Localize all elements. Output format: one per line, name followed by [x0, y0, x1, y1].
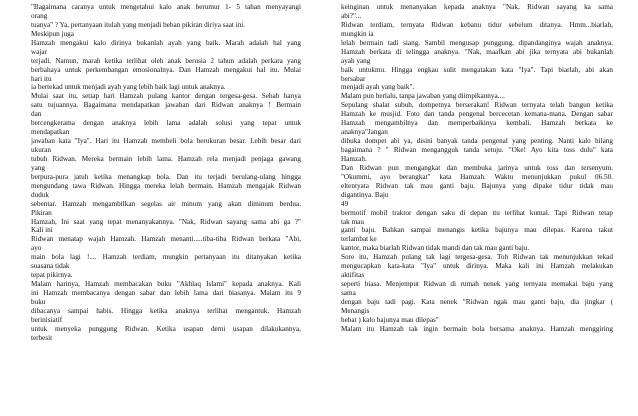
text-line: sebentar. Hamzah mengambilkan segelas air minum yang akan diminum berdua.	[31, 199, 301, 208]
text-line: Meskipun juga	[31, 29, 74, 38]
text-line: Pikiran	[31, 208, 52, 217]
text-line: dibuka dompet abi ya, disini banyak tanda pengenal yang penting. Nanti kalo hilang	[341, 137, 613, 146]
text-line: Menangis	[341, 306, 370, 315]
text-line: berinisiatif	[31, 315, 63, 324]
right-text-column	[341, 3, 613, 334]
text-line: keinginan untuk menanyakan kepada anaknya "Nak, Ridwan sayang ka sama	[341, 3, 613, 11]
text-line: digantinya. Baju	[341, 190, 389, 199]
text-line: mengundang tawa Ridwan. Hingga mereka lelah bermain. Hamzah mengajak Ridwan	[31, 181, 301, 190]
text-line: untuk menyeka punggung Ridwan. Ketika usapan demi usapan dilakukannya,	[31, 324, 301, 333]
text-line: terlambat ke	[341, 235, 377, 244]
text-line: abi?"...	[341, 11, 362, 20]
text-line: bersabar	[341, 74, 366, 83]
left-text-column	[31, 3, 301, 343]
text-line: terjadi. Namun, marah ketika terlihat oleh anak berusia 2 tahun adalah perkara yang	[31, 56, 301, 65]
text-line: mengucapkan kata-kata "Iya" untuk dirinya. Maka kali ini Hamzah melakukan	[341, 262, 613, 271]
text-line: ukuran	[31, 146, 51, 154]
text-line: tepat pikirnya.	[31, 271, 73, 280]
text-line: seperti biasa. Menjemput Ridwan di rumah nenek yang ternyata memakai baju yang	[341, 280, 613, 289]
text-line: Kali ini	[31, 226, 53, 235]
text-line: 49	[341, 199, 349, 208]
text-line: bercengkerama dengan anaknya lebih lama adalah solusi yang tepat untuk	[31, 119, 301, 128]
text-line: orang	[31, 11, 48, 20]
text-line: buku	[31, 297, 46, 306]
text-line: "Bagaimana caranya untuk mengetahui kalo anak berumur 1- 5 tahan menyayangi	[31, 3, 301, 11]
text-line: ini Hamzah membacanya dengan sabar dan lebih lama dari biasanya. Malam itu 9	[31, 289, 301, 297]
text-line: mungkin ia	[341, 29, 374, 38]
text-line: tubuh Ridwan. Mereka bermain lebih lama. Hamzah rela menjadi penjaga gawang	[31, 154, 301, 163]
text-line: yang	[31, 163, 45, 172]
text-line: Ridwan terdiam, ternyata Ridwan kebanu tidur sebelum ditanya. Hmm...biarlah,	[341, 20, 613, 29]
text-line: tuanya" ? Ya, pertanyaan itulah yang menjadi beban pikiran diriya saat ini.	[31, 20, 246, 29]
text-line: Hamzah ke musjid. Foto dan tanda pengenal bercecetan kemana-mana. Dengan sabar	[341, 110, 613, 119]
text-line: ganti baju. Bahkan sampai menangis ketika bajunya mau dilepas. Karena takut	[341, 226, 613, 235]
text-line: Mulai saat itu, setiap hari Hamzah pulang kantor dengan tergesa-gesa. Sebab hanya	[31, 92, 301, 101]
text-line: jawaban kata "Iya". Hari itu Hamzah membeli bola berukuran besar. Lebih besar dari	[31, 137, 301, 146]
text-line: sama	[341, 289, 356, 297]
text-line: lelah bermain tadi siang. Sambil mengusap punggung, dipandanginya wajah anaknya.	[341, 38, 613, 47]
text-line: suasana tidak	[31, 262, 70, 271]
text-line: Hamzah mengambilnya dan memperbaikinya kembali. Hamzah berkata ke	[341, 119, 613, 128]
text-line: dan	[31, 110, 42, 119]
text-line: mendapatkan	[31, 128, 70, 137]
text-line: berpura-pura jatuh ketika menangkap bola. Dan itu terjadi berulang-ulang hingga	[31, 172, 301, 181]
text-line: Hamzah.	[341, 154, 367, 163]
text-line: Ridwan menatap wajah Hamzah. Hamzah menanti.....tiba-tiba Ridwan berkata "Abi,	[31, 235, 301, 244]
text-line: hebat ) kalo bajunya mau dilepas"	[341, 315, 439, 324]
text-line: baik untukmu. Hingga engkau sulit mengatakan kata "Iya". Tapi biarlah, abi akan	[341, 65, 613, 74]
text-line: Hamzah berkata di telingga anaknya. "Nak, maafkan abi jika ternyata abi bukanlah	[341, 47, 613, 56]
text-line: Hamzah, Ini saat yang tepat menanyakannya. "Nak, Ridwan sayang sama abi ga ?"	[31, 217, 301, 226]
text-line: ayah yang	[341, 56, 371, 65]
text-line: wajar	[31, 47, 47, 56]
text-line: main bola lagi !.... Hamzah terdiam, mungkin pertanyaan itu ditanyakan ketika	[31, 253, 301, 262]
text-line: "Okummi, ayo berangkat" kata Hamzah. Waktu menunjukkan pukul 06.50.	[341, 172, 613, 181]
text-line: bermotif mobil traktor dengan saku di depan itu terlihat kumal. Tapi Ridwan tetap	[341, 208, 613, 217]
text-line: duduk	[31, 190, 49, 199]
text-line: Malam pun berlalu, tanpa jawaban yang diimpikannya....	[341, 92, 505, 101]
text-line: Sore itu, Hamzah pulang tak lagi tergesa-gesa. Toh Ridwan tak menunjukkan tekad	[341, 253, 613, 262]
text-line: berbahaya untuk perkembangan emosionalnya. Dan Hamzah mengakui hal itu. Mulai	[31, 65, 301, 74]
text-line: hari itu	[31, 74, 52, 83]
text-line: dengan baju tadi pagi. Kata nenek "Ridwan ngak mau ganti baju, dia jingkar (	[341, 297, 613, 306]
text-line: Hamzah mengakui kalo dirinya bukanlah ayah yang baik. Marah adalah hal yang	[31, 38, 301, 47]
text-line: Malam itu Hamzah tak ingin bermain bola bersama anaknya. Hamzah menggiring	[341, 324, 613, 333]
text-line: kantor, maka biarlah Ridwan tidak mandi dan tak mau ganti baju.	[341, 244, 530, 253]
text-line: Dan Ridwan pun mengangkat dan membuka jarinya untuk toss dan tersenyum.	[341, 163, 613, 172]
text-line: Malam harinya, Hamzah membacakan buku "Akhlaq Islami" kepada anaknya. Kali	[31, 280, 301, 289]
text-line: aktifitas	[341, 271, 365, 280]
text-line: terbesit	[31, 333, 53, 342]
text-line: Sepulang shalat subuh, dompetnya berserakan! Ridwan ternyata telah bangun ketika	[341, 101, 613, 110]
text-line: ia bertekad untuk menjadi ayah yang lebih baik lagi untuk anaknya.	[31, 83, 226, 92]
text-line: bagaimana ? " Ridwan mengangguk tanda setuju. "Oke! Ayo kita toss dulu" kata	[341, 146, 613, 154]
text-line: tak mau	[341, 217, 364, 226]
text-line: eltentyata Ridwan tak mau ganti baju. Bajunya yang dipake tidur tidak mau	[341, 181, 613, 190]
text-line: ayo	[31, 244, 42, 253]
text-line: satu tujuannya. Bagaimana mendapatkan jawaban dari Ridwan anaknya ! Bermain	[31, 101, 301, 110]
text-line: dibacanya sampai habis. Hingga ketika anaknya terlihat mengantuk, Hamzah	[31, 306, 301, 315]
text-line: menjadi ayah yang baik".	[341, 83, 415, 92]
text-line: anaknya"Jangan	[341, 128, 388, 137]
